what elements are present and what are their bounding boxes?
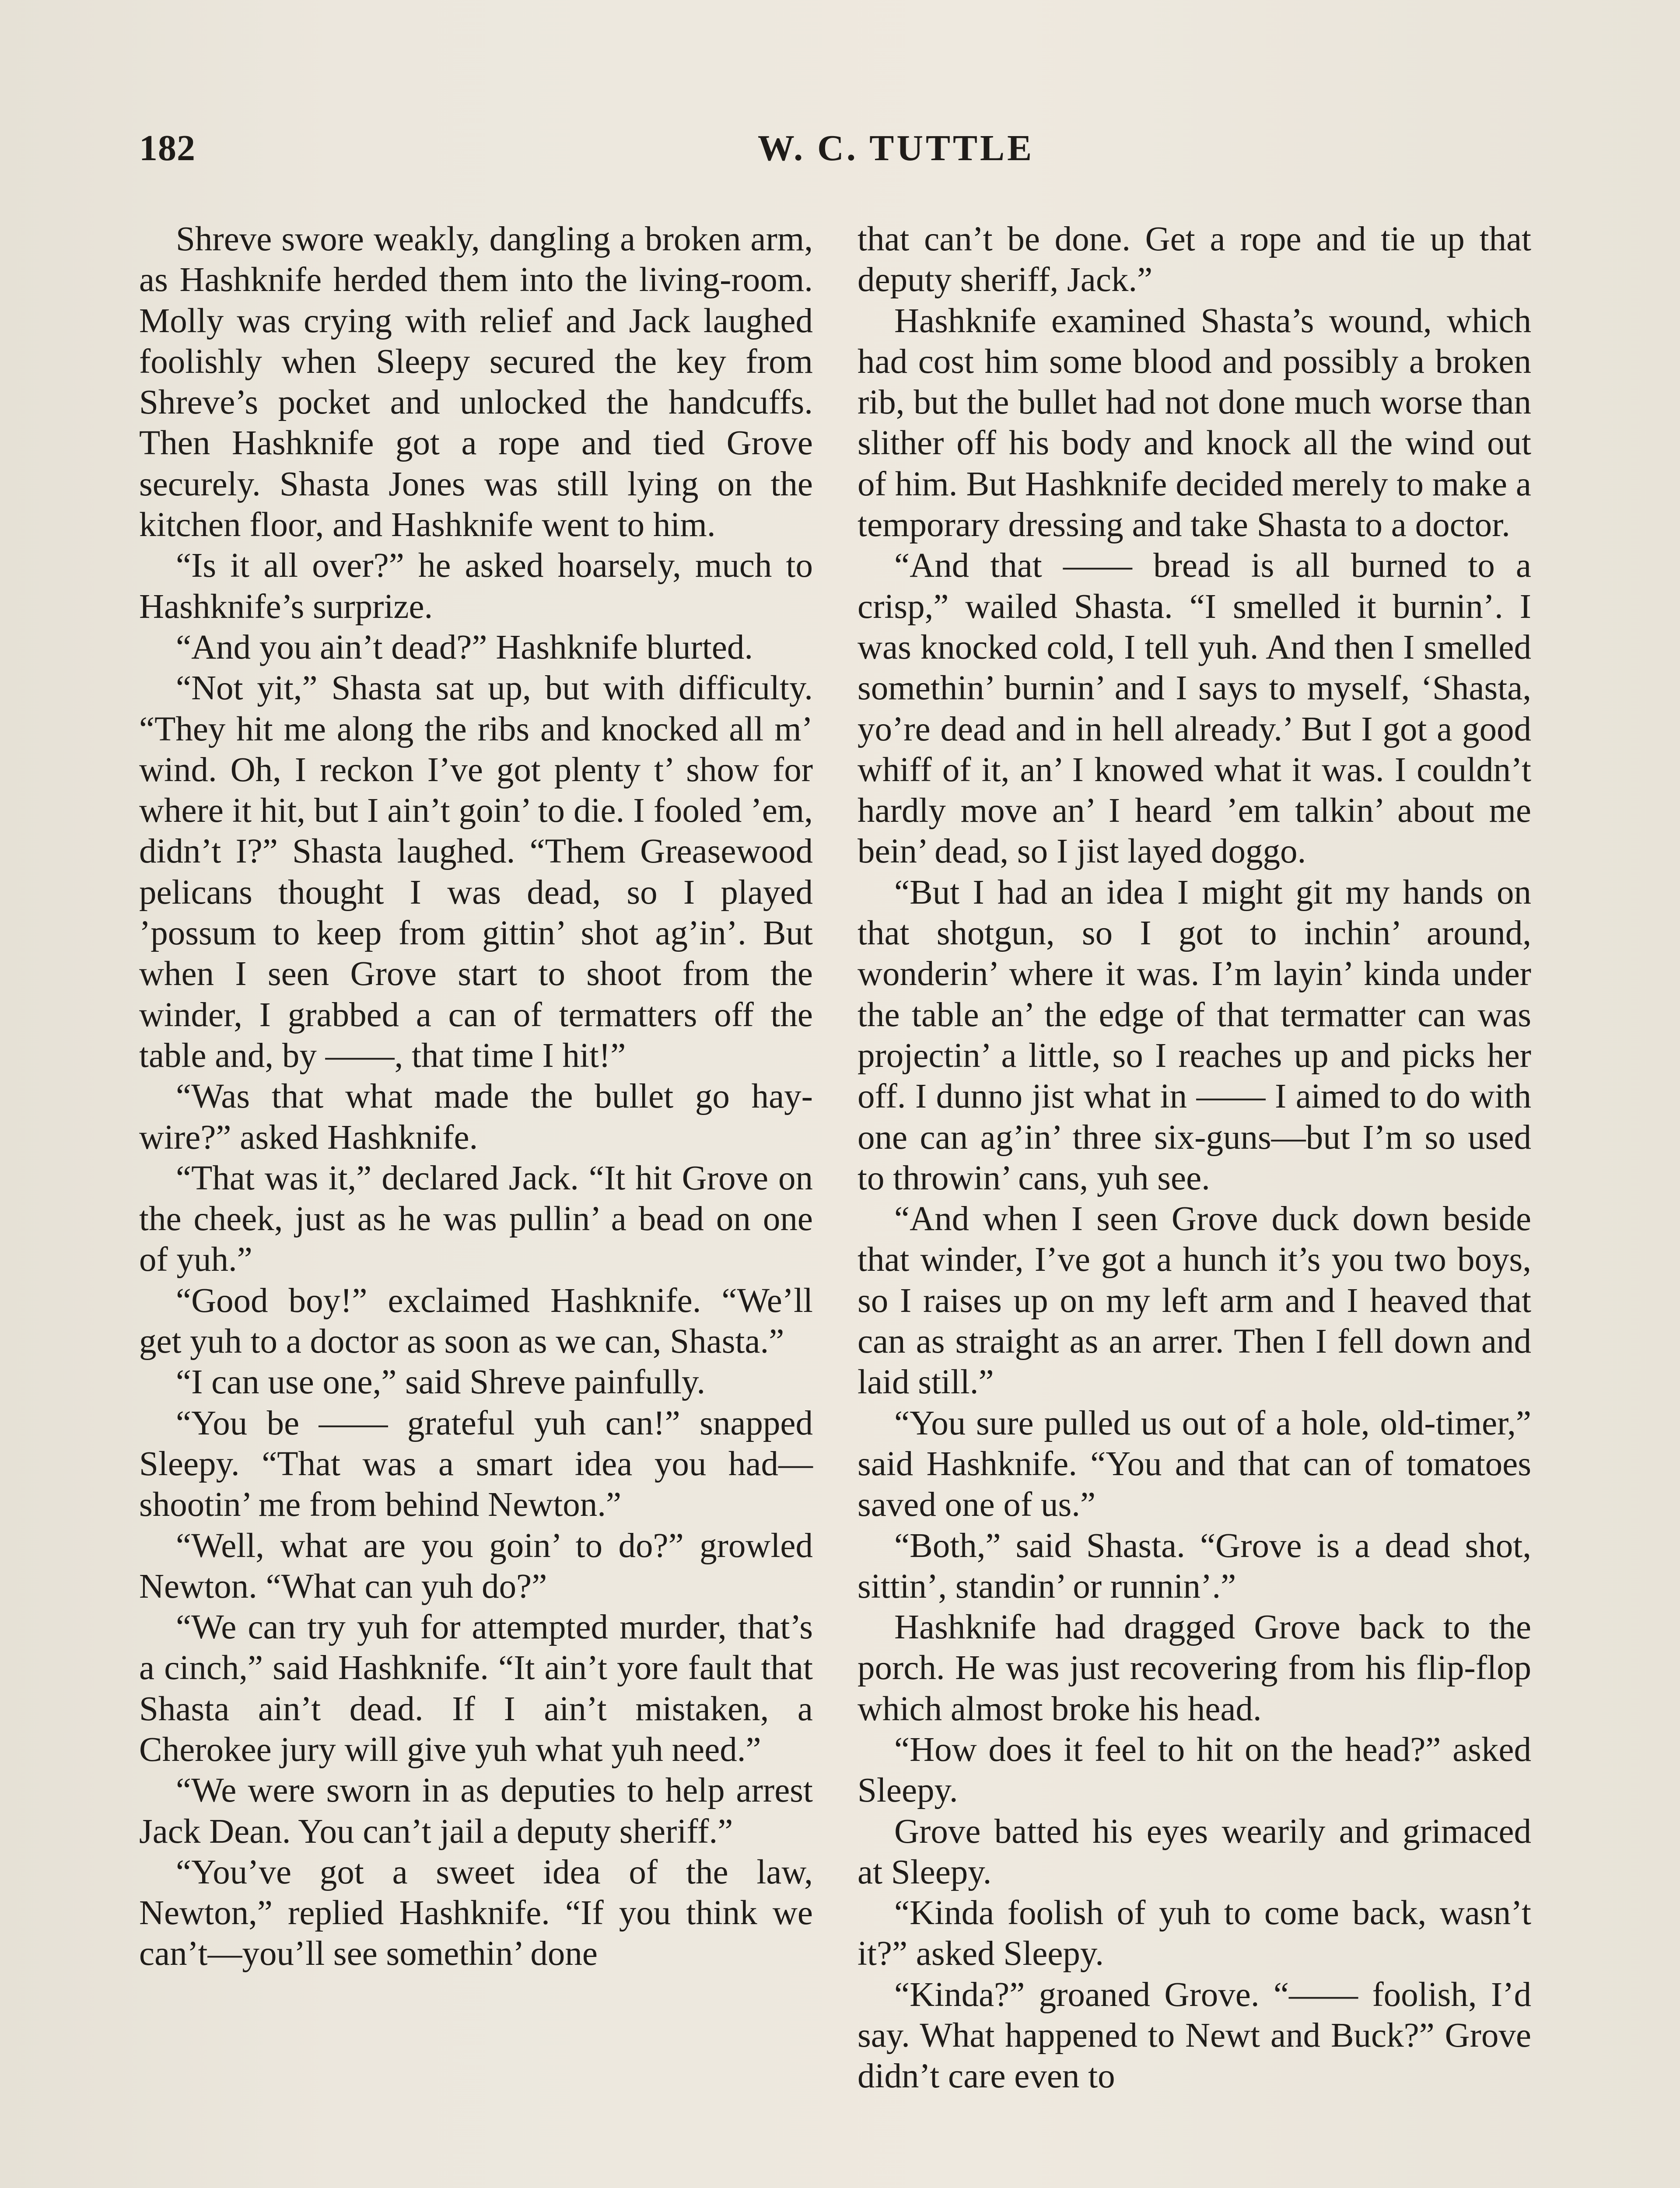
paragraph: Hashknife examined Shasta’s wound, which had cost him some blood and possibly a broken rib, but the bullet had not done much worse than slither off his body and knock all the wind out of him. But Hashknife decided merely to make a temporary dressing and take Shasta to a doctor. [858, 302, 1531, 544]
paragraph: “Good boy!” exclaimed Hashknife. “We’ll get yuh to a doctor as soon as we can, Shasta.” [139, 1281, 813, 1361]
right-column [858, 219, 1531, 2097]
paragraph: “You sure pulled us out of a hole, old-timer,” said Hashknife. “You and that can of tomatoes saved one of us.” [858, 1404, 1531, 1524]
page-number: 182 [139, 128, 196, 168]
paragraph: “But I had an idea I might git my hands on that shotgun, so I got to inchin’ around, wonderin’ where it was. I’m layin’ kinda under the table an’ the edge of that termatter can was projectin’ a little, so I reaches up and picks her off. I dunno jist what in —— I aimed to do with one can ag’in’ three six-guns—but I’m so used to throwin’ cans, yuh see. [858, 873, 1531, 1197]
paragraph: that can’t be done. Get a rope and tie up that deputy sheriff, Jack.” [858, 220, 1531, 299]
paragraph: “Well, what are you goin’ to do?” growled Newton. “What can yuh do?” [139, 1526, 813, 1606]
paragraph: “You’ve got a sweet idea of the law, Newton,” replied Hashknife. “If you think we can’t—you’ll see somethin’ done [139, 1853, 813, 1973]
paragraph: “We can try yuh for attempted murder, that’s a cinch,” said Hashknife. “It ain’t yore fault that Shasta ain’t dead. If I ain’t mistaken, a Cherokee jury will give yuh what yuh need.” [139, 1608, 813, 1769]
page-header [139, 127, 1541, 179]
paragraph: “Kinda?” groaned Grove. “—— foolish, I’d say. What happened to Newt and Buck?” Grove didn’t care even to [858, 1975, 1531, 2096]
paragraph: “Not yit,” Shasta sat up, but with difficulty. “They hit me along the ribs and knocked all m’ wind. Oh, I reckon I’ve got plenty t’ show for where it hit, but I ain’t goin’ to die. I fooled ’em, didn’t I?” Shasta laughed. “Them Greasewood pelicans thought I was dead, so I played ’possum to keep from gittin’ shot ag’in’. But when I seen Grove start to shoot from the winder, I grabbed a can of termatters off the table and, by ——, that time I hit!” [139, 669, 813, 1075]
paragraph: “And that —— bread is all burned to a crisp,” wailed Shasta. “I smelled it burnin’. I was knocked cold, I tell yuh. And then I smelled somethin’ burnin’ and I says to myself, ‘Shasta, yo’re dead and in hell already.’ But I got a good whiff of it, an’ I knowed what it was. I couldn’t hardly move an’ I heard ’em talkin’ about me bein’ dead, so I jist layed doggo. [858, 547, 1531, 871]
paragraph: Grove batted his eyes wearily and grimaced at Sleepy. [858, 1812, 1531, 1891]
paragraph: “Kinda foolish of yuh to come back, wasn’t it?” asked Sleepy. [858, 1894, 1531, 1973]
paragraph: “That was it,” declared Jack. “It hit Grove on the cheek, just as he was pullin’ a bead on one of yuh.” [139, 1159, 813, 1279]
running-head: W. C. TUTTLE [757, 128, 1035, 168]
paragraph: “We were sworn in as deputies to help arrest Jack Dean. You can’t jail a deputy sheriff.” [139, 1771, 813, 1851]
paragraph: “You be —— grateful yuh can!” snapped Sleepy. “That was a smart idea you had—shootin’ me from behind Newton.” [139, 1404, 813, 1524]
paragraph: Hashknife had dragged Grove back to the porch. He was just recovering from his flip-flop which almost broke his head. [858, 1608, 1531, 1728]
left-column [139, 219, 813, 1974]
paragraph: “Was that what made the bullet go hay-wire?” asked Hashknife. [139, 1077, 813, 1157]
paragraph: “How does it feel to hit on the head?” asked Sleepy. [858, 1730, 1531, 1810]
paragraph: “And you ain’t dead?” Hashknife blurted. [176, 628, 753, 666]
paragraph: “Is it all over?” he asked hoarsely, much to Hashknife’s surprize. [139, 547, 813, 626]
paragraph: Shreve swore weakly, dangling a broken arm, as Hashknife herded them into the living-room. Molly was crying with relief and Jack laughed foolishly when Sleepy secured the key from Shreve’s pocket and unlocked the handcuffs. Then Hashknife got a rope and tied Grove securely. Shasta Jones was still lying on the kitchen floor, and Hashknife went to him. [139, 220, 813, 544]
paragraph: “And when I seen Grove duck down beside that winder, I’ve got a hunch it’s you two boys, so I raises up on my left arm and I heaved that can as straight as an arrer. Then I fell down and laid still.” [858, 1200, 1531, 1402]
paragraph: “I can use one,” said Shreve painfully. [176, 1363, 706, 1402]
paragraph: “Both,” said Shasta. “Grove is a dead shot, sittin’, standin’ or runnin’.” [858, 1526, 1531, 1606]
